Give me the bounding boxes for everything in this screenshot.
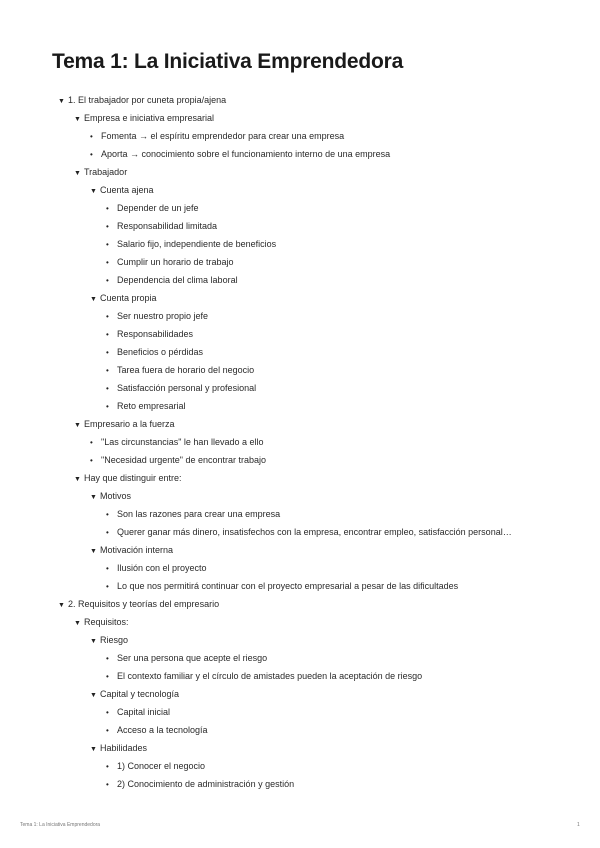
triangle-down-icon[interactable]: ▼ — [58, 602, 65, 609]
list-item — [0, 451, 600, 469]
list-item — [0, 649, 600, 667]
bullet-icon: • — [90, 150, 93, 159]
triangle-down-icon[interactable]: ▼ — [58, 98, 65, 105]
toggle-item[interactable] — [0, 685, 600, 703]
item-text: Requisitos: — [84, 617, 129, 627]
list-item — [0, 577, 600, 595]
item-text: Empresario a la fuerza — [84, 419, 175, 429]
triangle-down-icon[interactable]: ▼ — [74, 116, 81, 123]
bullet-icon: • — [106, 582, 109, 591]
bullet-icon: • — [90, 438, 93, 447]
item-text: Riesgo — [100, 635, 129, 645]
triangle-down-icon[interactable]: ▼ — [90, 296, 97, 303]
page-title: Tema 1: La Iniciativa Emprendedora — [52, 50, 404, 73]
bullet-icon: • — [106, 384, 109, 393]
triangle-down-icon[interactable]: ▼ — [90, 188, 97, 195]
item-text: 2. Requisitos y teorías del empresario — [68, 599, 220, 609]
bullet-icon: • — [106, 762, 109, 771]
page-number: 1 — [577, 822, 580, 828]
triangle-down-icon[interactable]: ▼ — [90, 638, 97, 645]
toggle-item[interactable] — [0, 181, 600, 199]
item-text: Empresa e iniciativa empresarial — [84, 113, 215, 123]
bullet-icon: • — [106, 258, 109, 267]
list-item — [0, 271, 600, 289]
bullet-icon: • — [106, 672, 109, 681]
bullet-icon: • — [90, 456, 93, 465]
bullet-icon: • — [106, 708, 109, 717]
bullet-icon: • — [90, 132, 93, 141]
item-text: Responsabilidades — [117, 329, 194, 339]
triangle-down-icon[interactable]: ▼ — [74, 620, 81, 627]
item-text: "Necesidad urgente" de encontrar trabajo — [101, 455, 266, 465]
list-item — [0, 523, 600, 541]
toggle-item[interactable] — [0, 595, 600, 613]
item-text: Capital y tecnología — [100, 689, 180, 699]
triangle-down-icon[interactable]: ▼ — [90, 548, 97, 555]
bullet-icon: • — [106, 312, 109, 321]
bullet-icon: • — [106, 240, 109, 249]
toggle-item[interactable] — [0, 289, 600, 307]
toggle-item[interactable] — [0, 91, 600, 109]
item-text: Fomenta → el espíritu emprendedor para crear una empresa — [101, 131, 345, 141]
list-item — [0, 325, 600, 343]
toggle-item[interactable] — [0, 163, 600, 181]
list-item — [0, 559, 600, 577]
item-text: Responsabilidad limitada — [117, 221, 218, 231]
list-item — [0, 127, 600, 145]
item-text: Salario fijo, independiente de beneficios — [117, 239, 277, 249]
toggle-item[interactable] — [0, 487, 600, 505]
list-item — [0, 667, 600, 685]
bullet-icon: • — [106, 726, 109, 735]
list-item — [0, 361, 600, 379]
item-text: Lo que nos permitirá continuar con el proyecto empresarial a pesar de las dificultades — [117, 581, 459, 591]
toggle-item[interactable] — [0, 469, 600, 487]
item-text: Hay que distinguir entre: — [84, 473, 182, 483]
bullet-icon: • — [106, 564, 109, 573]
bullet-icon: • — [106, 528, 109, 537]
list-item — [0, 433, 600, 451]
toggle-item[interactable] — [0, 631, 600, 649]
item-text: Dependencia del clima laboral — [117, 275, 238, 285]
item-text: Querer ganar más dinero, insatisfechos con la empresa, encontrar empleo, satisfacción personal… — [117, 527, 512, 537]
triangle-down-icon[interactable]: ▼ — [90, 746, 97, 753]
bullet-icon: • — [106, 276, 109, 285]
triangle-down-icon[interactable]: ▼ — [74, 422, 81, 429]
item-text: Ilusión con el proyecto — [117, 563, 207, 573]
triangle-down-icon[interactable]: ▼ — [74, 476, 81, 483]
list-item — [0, 217, 600, 235]
item-text: Cuenta propia — [100, 293, 157, 303]
item-text: Capital inicial — [117, 707, 171, 717]
item-text: Ser nuestro propio jefe — [117, 311, 209, 321]
toggle-item[interactable] — [0, 739, 600, 757]
item-text: Motivos — [100, 491, 132, 501]
list-item — [0, 703, 600, 721]
triangle-down-icon[interactable]: ▼ — [90, 494, 97, 501]
bullet-icon: • — [106, 330, 109, 339]
list-item — [0, 253, 600, 271]
footer-title: Tema 1: La Iniciativa Emprendedora — [20, 822, 101, 828]
item-text: Cumplir un horario de trabajo — [117, 257, 234, 267]
list-item — [0, 397, 600, 415]
item-text: Reto empresarial — [117, 401, 186, 411]
item-text: Habilidades — [100, 743, 148, 753]
bullet-icon: • — [106, 402, 109, 411]
triangle-down-icon[interactable]: ▼ — [74, 170, 81, 177]
list-item — [0, 757, 600, 775]
toggle-item[interactable] — [0, 541, 600, 559]
bullet-icon: • — [106, 204, 109, 213]
item-text: 1) Conocer el negocio — [117, 761, 206, 771]
item-text: Aporta → conocimiento sobre el funcionamiento interno de una empresa — [101, 149, 391, 159]
toggle-item[interactable] — [0, 415, 600, 433]
list-item — [0, 235, 600, 253]
item-text: 1. El trabajador por cuneta propia/ajena — [68, 95, 227, 105]
bullet-icon: • — [106, 654, 109, 663]
item-text: El contexto familiar y el círculo de amistades pueden la aceptación de riesgo — [117, 671, 423, 681]
toggle-item[interactable] — [0, 613, 600, 631]
item-text: Ser una persona que acepte el riesgo — [117, 653, 268, 663]
list-item — [0, 379, 600, 397]
item-text: Beneficios o pérdidas — [117, 347, 204, 357]
item-text: 2) Conocimiento de administración y gestión — [117, 779, 295, 789]
list-item — [0, 775, 600, 793]
bullet-icon: • — [106, 366, 109, 375]
item-text: Cuenta ajena — [100, 185, 154, 195]
list-item — [0, 721, 600, 739]
bullet-icon: • — [106, 222, 109, 231]
item-text: Son las razones para crear una empresa — [117, 509, 281, 519]
triangle-down-icon[interactable]: ▼ — [90, 692, 97, 699]
item-text: Trabajador — [84, 167, 128, 177]
list-item — [0, 307, 600, 325]
outline-list — [0, 91, 600, 793]
list-item — [0, 199, 600, 217]
item-text: Acceso a la tecnología — [117, 725, 208, 735]
toggle-item[interactable] — [0, 109, 600, 127]
bullet-icon: • — [106, 348, 109, 357]
list-item — [0, 343, 600, 361]
list-item — [0, 505, 600, 523]
bullet-icon: • — [106, 780, 109, 789]
list-item — [0, 145, 600, 163]
item-text: Tarea fuera de horario del negocio — [117, 365, 255, 375]
item-text: "Las circunstancias" le han llevado a ello — [101, 437, 264, 447]
item-text: Satisfacción personal y profesional — [117, 383, 257, 393]
item-text: Depender de un jefe — [117, 203, 199, 213]
item-text: Motivación interna — [100, 545, 174, 555]
bullet-icon: • — [106, 510, 109, 519]
